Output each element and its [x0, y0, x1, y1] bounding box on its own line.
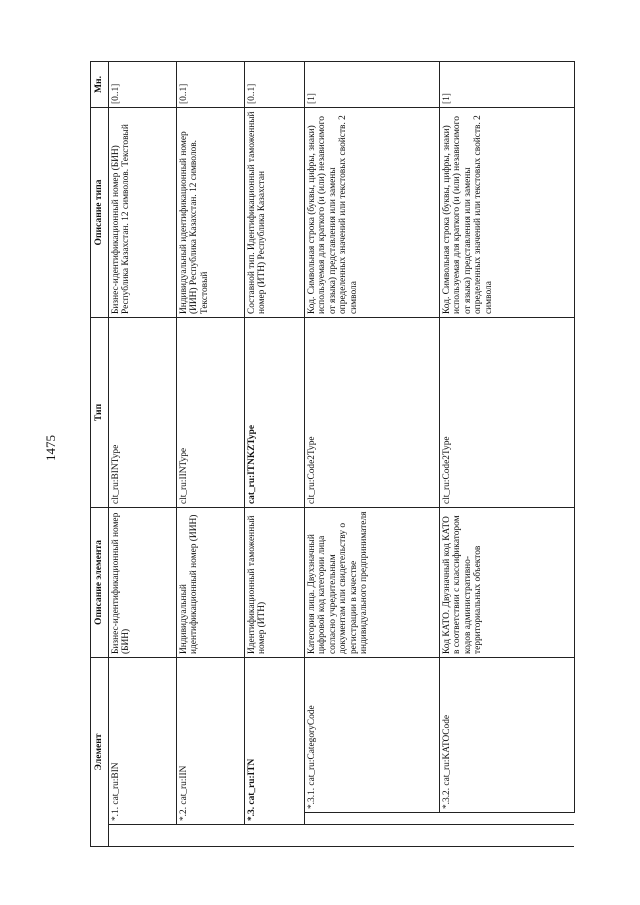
element-number: *.2. [178, 806, 189, 821]
element-cell [439, 658, 574, 813]
table-row [304, 62, 439, 847]
element-number: *.3.1. [306, 787, 317, 809]
type-description-cell: Индивидуальный идентификационный номер (ИИН) Республика Казахстан. 12 символов. Текстовый [176, 108, 244, 318]
multiplicity-cell: [0..1] [108, 62, 176, 108]
header-multiplicity: Мн. [91, 62, 109, 108]
element-number: *.1. [110, 806, 121, 821]
header-type: Тип [91, 318, 109, 508]
element-cell [304, 658, 439, 813]
table-row [108, 62, 176, 847]
element-description-cell: Идентификационный таможенный номер (ИТН) [244, 508, 304, 658]
table-row [244, 62, 304, 847]
table-row [439, 62, 574, 847]
type-description-cell: Бизнес-идентификационный номер (БИН) Республика Казахстан. 12 символов. Текстовый [108, 108, 176, 318]
table-row [176, 62, 244, 847]
left-margin-cell [304, 825, 439, 847]
element-cell [176, 658, 244, 825]
elements-table [90, 61, 575, 847]
header-type-description: Описание типа [91, 108, 109, 318]
element-name: cat_ru:CategoryCode [306, 705, 317, 786]
indent-cell [439, 813, 574, 825]
element-description-cell: Индивидуальный идентификационный номер (ИИН) [176, 508, 244, 658]
element-description-cell: Категория лица. Двухзначный цифровой код категории лица согласно учредительным документам или свидетельству о регистрации в качестве индивидуального предпринимателя [304, 508, 439, 658]
element-name: cat_ru:BIN [110, 762, 121, 805]
type-description-cell: Код. Символьная строка (буквы, цифры, знаки) используемая для краткого (и (или) независимого от языка) представления или замены определенных значений или текстовых свойств. 2 символа [439, 108, 574, 318]
multiplicity-cell: [1] [439, 62, 574, 108]
element-number: *.3. [246, 806, 257, 821]
type-cell: clt_ru:Code2Type [304, 318, 439, 508]
type-cell: clt_ru:BINType [108, 318, 176, 508]
multiplicity-cell: [0..1] [244, 62, 304, 108]
header-element-description: Описание элемента [91, 508, 109, 658]
type-cell: cat_ru:ITNKZType [244, 318, 304, 508]
page-number: 1475 [43, 435, 58, 461]
type-cell: clt_ru:Code2Type [439, 318, 574, 508]
multiplicity-cell: [0..1] [176, 62, 244, 108]
rotated-table-container [90, 62, 620, 847]
element-name: cat_ru:IIN [178, 765, 189, 805]
left-margin-cell [108, 825, 176, 847]
type-description-cell: Код. Символьная строка (буквы, цифры, знаки) используемая для краткого (и (или) независимого от языка) представления или замены определенных значений или текстовых свойств. 2 символа [304, 108, 439, 318]
type-cell: clt_ru:IINType [176, 318, 244, 508]
left-margin-cell [176, 825, 244, 847]
element-cell [108, 658, 176, 825]
element-cell [244, 658, 304, 825]
element-name: cat_ru:KATOCode [441, 714, 452, 786]
header-element: Элемент [91, 658, 109, 847]
table-header-row [91, 62, 109, 847]
left-margin-cell [439, 825, 574, 847]
left-margin-cell [244, 825, 304, 847]
element-description-cell: Бизнес-идентификационный номер (БИН) [108, 508, 176, 658]
indent-cell [304, 813, 439, 825]
element-number: *.3.2. [441, 787, 452, 809]
multiplicity-cell: [1] [304, 62, 439, 108]
element-description-cell: Код КАТО. Двузначный код КАТО в соответствии с классификатором кодов административно-территориальных объектов [439, 508, 574, 658]
table-wrapper [90, 62, 620, 847]
type-description-cell: Составной тип. Идентификационный таможенный номер (ИТН) Республика Казахстан [244, 108, 304, 318]
element-name: cat_ru:ITN [246, 758, 257, 805]
